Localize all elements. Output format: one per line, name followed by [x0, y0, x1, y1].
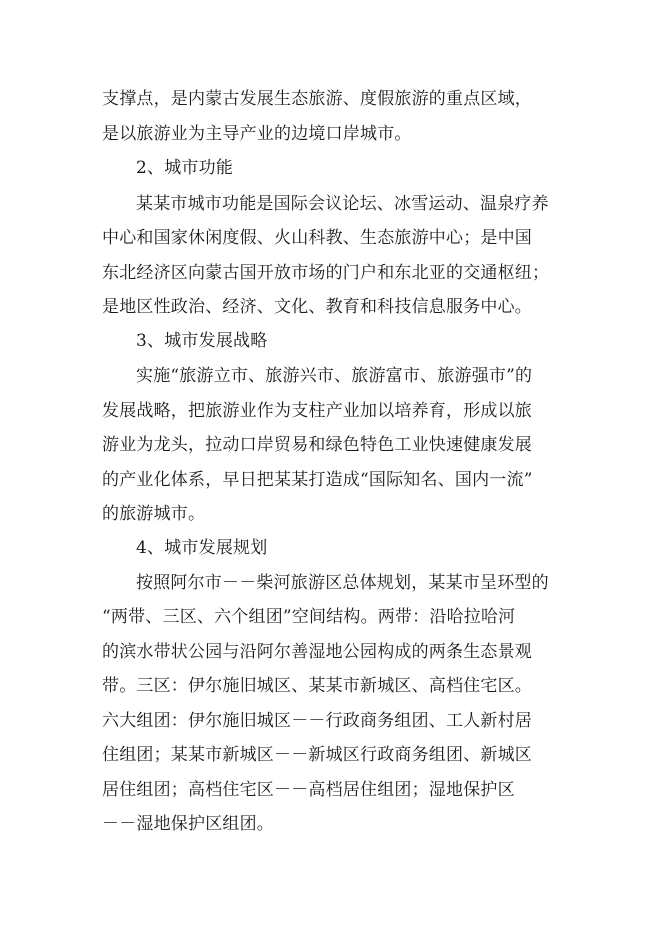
- paragraph-line: 东北经济区向蒙古国开放市场的门户和东北亚的交通枢纽；: [102, 263, 550, 283]
- section-heading-development-strategy: 3、城市发展战略: [136, 331, 268, 351]
- paragraph-line: 某某市城市功能是国际会议论坛、冰雪运动、温泉疗养: [136, 194, 549, 214]
- paragraph-line: 的产业化体系，早日把某某打造成“国际知名、国内一流”: [102, 470, 533, 490]
- paragraph-line: 住组团；某某市新城区－－新城区行政商务组团、新城区: [102, 745, 532, 765]
- paragraph-line: 是地区性政治、经济、文化、教育和科技信息服务中心。: [102, 297, 532, 317]
- paragraph-line: 是以旅游业为主导产业的边境口岸城市。: [102, 124, 412, 144]
- paragraph-line: 的旅游城市。: [102, 504, 206, 524]
- paragraph-line: 的滨水带状公园与沿阿尔善湿地公园构成的两条生态景观: [102, 642, 532, 662]
- paragraph-line: “两带、三区、六个组团”空间结构。两带：沿哈拉哈河: [102, 607, 516, 627]
- paragraph-line: 带。三区：伊尔施旧城区、某某市新城区、高档住宅区。: [102, 676, 532, 696]
- section-heading-city-function: 2、城市功能: [136, 158, 234, 178]
- paragraph-line: 游业为龙头，拉动口岸贸易和绿色特色工业快速健康发展: [102, 435, 532, 455]
- paragraph-line: 支撑点，是内蒙古发展生态旅游、度假旅游的重点区域，: [102, 89, 532, 109]
- paragraph-line: 六大组团：伊尔施旧城区－－行政商务组团、工人新村居: [102, 711, 532, 731]
- paragraph-line: 居住组团；高档住宅区－－高档居住组团；湿地保护区: [102, 780, 515, 800]
- paragraph-line: 按照阿尔市－－柴河旅游区总体规划，某某市呈环型的: [136, 573, 549, 593]
- paragraph-line: －－湿地保护区组团。: [102, 814, 274, 834]
- paragraph-line: 实施“旅游立市、旅游兴市、旅游富市、旅游强市”的: [136, 366, 533, 386]
- paragraph-line: 发展战略，把旅游业作为支柱产业加以培养育，形成以旅: [102, 401, 532, 421]
- paragraph-line: 中心和国家休闲度假、火山科教、生态旅游中心；是中国: [102, 228, 532, 248]
- section-heading-development-plan: 4、城市发展规划: [136, 538, 268, 558]
